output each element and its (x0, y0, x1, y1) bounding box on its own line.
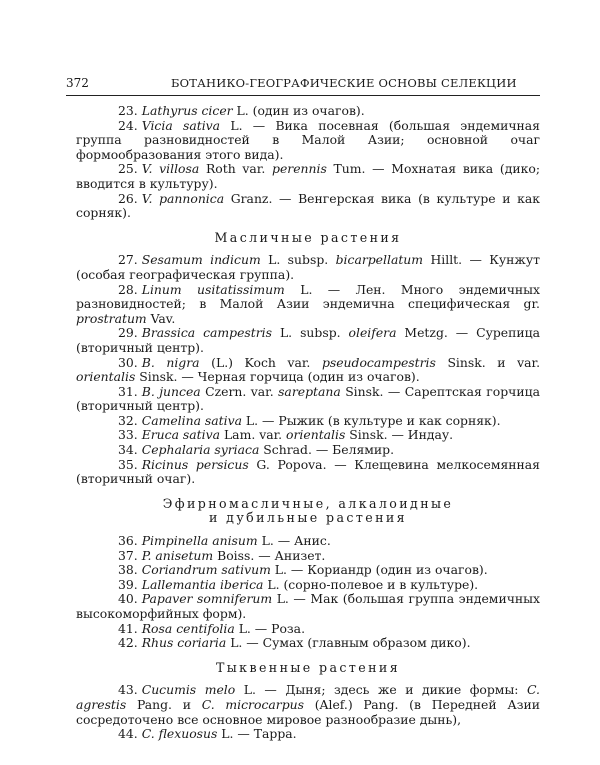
section-heading-essential-oil: Эфирномасличные, алкалоидные (162, 495, 454, 511)
list-item: 36. Pimpinella anisum L. — Анис. (118, 533, 331, 549)
section-heading-cucurbits: Тыквенные растения (215, 659, 401, 675)
list-item: 23. Lathyrus cicer L. (один из очагов). (118, 103, 365, 118)
page-number: 372 (66, 76, 89, 90)
entries-block-legumes (76, 104, 540, 221)
entries-block-essential (76, 534, 540, 651)
list-item: 35. Ricinus persicus G. Popova. — Клещевина мелкосемянная (вторичный очаг). (76, 456, 540, 487)
list-item: 34. Cephalaria syriaca Schrad. — Белямир. (118, 442, 395, 458)
list-item: 29. Brassica campestris L. subsp. oleifera Metzg. — Сурепица (вторичный центр). (76, 325, 540, 355)
list-item: 33. Eruca sativa Lam. var. orientalis Sinsk. — Индау. (118, 427, 454, 443)
list-item: 24. Vicia sativa L. — Вика посевная (большая эндемичная группа разновидностей в Малой Азии; основной очаг формообразования этого вида). (76, 117, 541, 162)
running-title: БОТАНИКО-ГЕОГРАФИЧЕСКИЕ ОСНОВЫ СЕЛЕКЦИИ (171, 76, 517, 90)
list-item: 43. Cucumis melo L. — Дыня; здесь же и дикие формы: C. agrestis Pang. и C. microcarpus (Alef.) Pang. (в Передней Азии сосредоточено все основное мировое разнообразие дынь), (76, 682, 540, 727)
list-item: 44. C. flexuosus L. — Тарра. (118, 726, 297, 742)
list-item: 27. Sesamum indicum L. subsp. bicarpellatum Hillt. — Кунжут (особая географическая группа). (76, 252, 540, 282)
section-heading-oil-plants: Масличные растения (214, 229, 402, 245)
list-item: 31. B. juncea Czern. var. sareptana Sinsk. — Сарептская горчица (вторичный центр). (76, 383, 540, 414)
list-item: 40. Papaver somniferum L. — Мак (большая группа эндемичных высокоморфийных форм). (76, 591, 541, 621)
entries-block-oil (76, 253, 540, 487)
list-item: 37. P. anisetum Boiss. — Анизет. (118, 547, 326, 563)
list-item: 39. Lallemantia iberica L. (сорно-полевое и в культуре). (118, 576, 479, 592)
section-heading-tannin: и дубильные растения (208, 510, 408, 526)
list-item: 28. Linum usitatissimum L. — Лен. Много эндемичных разновидностей; в Малой Азии эндемична специфическая gr. prostratum Vav. (76, 281, 541, 326)
list-item: 25. V. villosa Roth var. perennis Tum. — Мохнатая вика (дико; вводится в культуру). (76, 161, 540, 191)
list-item: 32. Camelina sativa L. — Рыжик (в культуре и как сорняк). (118, 412, 501, 428)
page-body (76, 104, 540, 742)
header-rule (66, 95, 540, 96)
list-item: 41. Rosa centifolia L. — Роза. (118, 620, 306, 636)
page-header (66, 76, 540, 94)
list-item: 38. Coriandrum sativum L. — Кориандр (один из очагов). (118, 562, 488, 578)
list-item: 42. Rhus coriaria L. — Сумах (главным образом дико). (118, 635, 471, 651)
entries-block-cucurbits (76, 683, 540, 741)
list-item: 26. V. pannonica Granz. — Венгерская вика (в культуре и как сорняк). (76, 190, 540, 221)
list-item: 30. B. nigra (L.) Koch var. pseudocampestris Sinsk. и var. orientalis Sinsk. — Черная горчица (один из очагов). (76, 354, 541, 385)
